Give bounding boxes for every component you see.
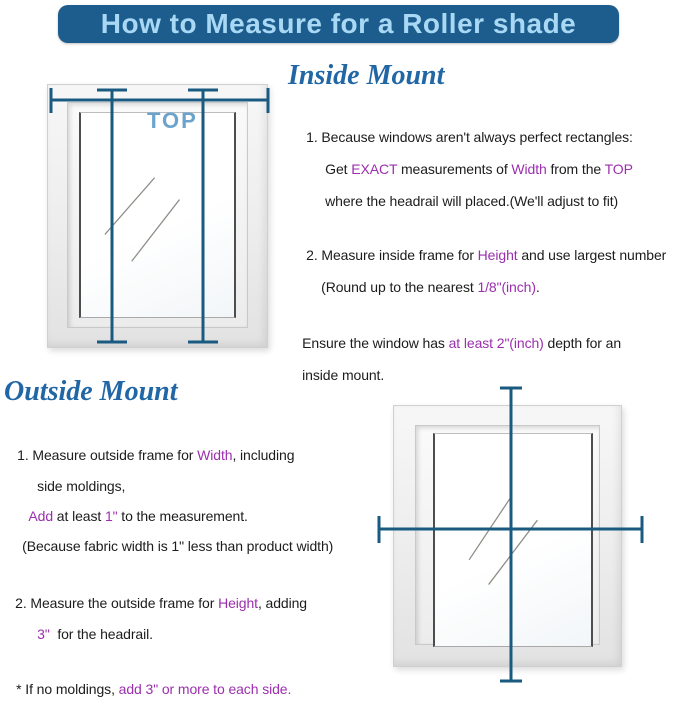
highlight-height: Height [218,595,258,611]
highlight-add: Add [28,508,54,524]
text-segment: at least [53,508,105,524]
text-segment: Ensure the window has [302,335,449,351]
outside-item2-line2 [22,604,153,664]
text-segment: (Because fabric width is 1" less than product width) [22,538,334,554]
window-glass [433,433,593,647]
text-segment: 2. Measure the outside frame for [15,595,219,611]
inside-item1-line3 [310,171,618,231]
text-segment: 1. Measure outside frame for [17,447,198,463]
top-label: TOP [147,108,198,133]
highlight-add-three-inch: add 3" or more to each side. [118,681,292,697]
text-segment: from the [546,161,605,177]
window-glass [79,112,236,318]
inside-mount-heading: Inside Mount [288,60,445,91]
text-segment: , adding [257,595,307,611]
text-segment: 1. Because windows aren't always perfect rectangles: [306,129,633,145]
text-segment: * If no moldings, [16,681,119,697]
highlight-one-inch: 1" [104,508,118,524]
outside-moldings-note [1,659,291,719]
highlight-three-inch: 3" [37,626,50,642]
page-title: How to Measure for a Roller shade [100,8,577,39]
text-segment: depth for an [543,335,622,351]
highlight-depth: at least 2"(inch) [448,335,544,351]
inside-mount-window-diagram [47,84,268,348]
highlight-height: Height [477,247,518,263]
text-segment: where the headrail will placed.(We'll adjust to fit) [325,193,619,209]
text-segment: measurements of [397,161,512,177]
highlight-top: TOP [604,161,633,177]
outside-item1-line4 [7,516,333,576]
outside-mount-heading: Outside Mount [4,376,178,407]
text-segment: 2. Measure inside frame for [306,247,478,263]
text-segment: , including [232,447,295,463]
highlight-exact: EXACT [351,161,398,177]
text-segment: Get [325,161,352,177]
highlight-width: Width [511,161,547,177]
inside-item2-line2 [306,257,540,317]
text-segment: to the measurement. [117,508,248,524]
text-segment: inside mount. [302,367,385,383]
text-segment: side moldings, [37,478,126,494]
text-segment: . [535,279,540,295]
outside-mount-window-diagram [393,405,622,667]
highlight-eighth-inch: 1/8"(inch) [477,279,536,295]
glass-reflection-lines [435,434,591,646]
text-segment: and use largest number [517,247,667,263]
title-banner [58,5,619,43]
text-segment: for the headrail. [49,626,153,642]
text-segment: (Round up to the nearest [321,279,478,295]
inside-depth-note-line2 [287,345,384,405]
glass-reflection-lines [81,113,234,317]
highlight-width: Width [197,447,233,463]
